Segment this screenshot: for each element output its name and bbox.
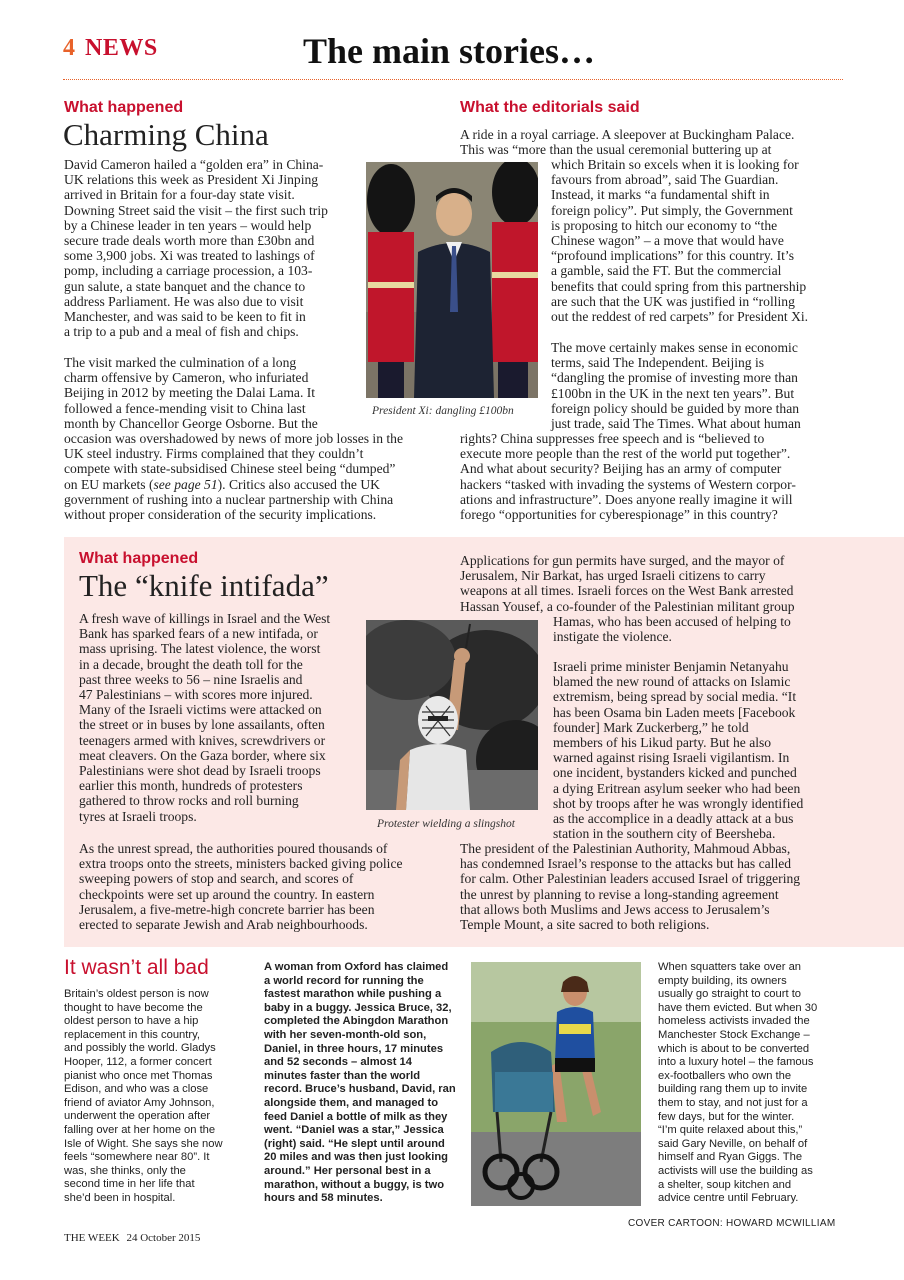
- text-line: activists will use the building as: [658, 1164, 813, 1177]
- text-line: meat cleavers. On the Gaza border, where six: [79, 747, 326, 763]
- text-line: rights? China suppresses free speech and is “believed to: [460, 431, 765, 446]
- text-line: as the accomplice in a deadly attack at a bus: [553, 811, 794, 827]
- text-line: Hooper, 112, a former concert: [64, 1055, 212, 1068]
- text-line: Palestinians were shot dead by Israeli troops: [79, 763, 321, 779]
- text-line: Instead, it marks “a fundamental shift in: [551, 187, 770, 203]
- text-line: arrived in Britain for a four-day state visit.: [64, 187, 295, 203]
- page-title: The main stories…: [303, 31, 595, 71]
- bottom-col1: [64, 988, 254, 1206]
- text-line: one incident, bystanders kicked and punched: [553, 765, 797, 781]
- text-line: and possibly the world. Gladys: [64, 1042, 216, 1055]
- runner-photo-image: [471, 962, 641, 1206]
- text-line: And what about security? Beijing has an army of computer: [460, 461, 782, 477]
- text-line: members of his Likud party. But he also: [553, 735, 772, 751]
- text-line: a shelter, soup kitchen and: [658, 1178, 792, 1191]
- text-line: with her seven-month-old son,: [264, 1028, 427, 1041]
- text-line: have them evicted. But when 30: [658, 1001, 818, 1014]
- editorials-top: [460, 127, 850, 157]
- story2-right-top: [460, 553, 860, 614]
- text-line: just trade, said The Times. What about human: [551, 416, 801, 432]
- text-line: execute more people than the rest of the world put together”.: [460, 446, 791, 462]
- text-line: foreign policy should be guided by more than: [551, 400, 800, 416]
- text-line: The move certainly makes sense in economic: [551, 340, 798, 355]
- text-line: Hamas, who has been accused of helping to: [553, 614, 791, 629]
- text-line: which Britain so excels when it is looking for: [551, 157, 799, 172]
- text-line: The president of the Palestinian Authority, Mahmoud Abbas,: [460, 841, 791, 856]
- editorials-wide: [460, 431, 850, 522]
- text-line: Many of the Israeli victims were attacked on: [79, 702, 322, 718]
- text-line: “dangling the promise of investing more than: [551, 370, 798, 386]
- text-line: was, she thinks, only the: [64, 1164, 186, 1177]
- text-line: said Gary Neville, on behalf of: [658, 1137, 808, 1150]
- editorials-narrow2: [551, 340, 851, 431]
- text-line: Chinese wagon” – a move that would have: [551, 233, 784, 249]
- text-line: around.” Her personal best in a: [264, 1164, 431, 1177]
- text-line: empty building, its owners: [658, 974, 787, 987]
- text-line: benefits that could spring from this partnership: [551, 278, 807, 294]
- protester-photo-image: [366, 620, 538, 810]
- text-line: a world record for running the: [264, 974, 424, 987]
- text-line: 47 Palestinians – with scores more injured.: [79, 687, 313, 703]
- bottom-col4: [658, 961, 848, 1206]
- story1-kicker: What happened: [64, 99, 184, 116]
- protester-photo: [366, 620, 538, 810]
- text-line: This was “more than the usual ceremonial buttering up at: [460, 142, 772, 158]
- text-line: extremism, being spread by social media. “It: [553, 689, 797, 705]
- text-line: Hassan Yousef, a co-founder of the Palestinian militant group: [460, 598, 795, 614]
- text-line: replacement in this country,: [64, 1028, 200, 1041]
- text-line: UK relations this week as President Xi Jinping: [64, 172, 319, 188]
- text-line: David Cameron hailed a “golden era” in China-: [64, 157, 324, 172]
- text-line: weapons at all times. Israeli forces on the West Bank arrested: [460, 583, 794, 599]
- page-header: [63, 30, 843, 80]
- story2-para1: [79, 611, 369, 824]
- text-line: fastest marathon while pushing a: [264, 988, 442, 1001]
- protester-photo-caption: Protester wielding a slingshot: [377, 818, 515, 830]
- text-line: falling over at her home on the: [64, 1123, 216, 1136]
- text-line: went. “Daniel was a star,” Jessica: [264, 1124, 444, 1137]
- text-line: that allows both Muslims and Jews access to Jerusalem’s: [460, 901, 770, 917]
- text-line: shot by troops after he was wrongly identified: [553, 795, 804, 811]
- text-line: she’d been in hospital.: [64, 1191, 176, 1204]
- text-line: completed the Abingdon Marathon: [264, 1015, 449, 1028]
- text-line: usually go straight to court to: [658, 988, 802, 1001]
- xi-photo-caption: President Xi: dangling £100bn: [372, 405, 514, 417]
- text-line: gun salute, a state banquet and the chance to: [64, 278, 306, 294]
- text-line: into a luxury hotel – the famous: [658, 1056, 814, 1069]
- text-line: charm offensive by Cameron, who infuriated: [64, 370, 309, 386]
- text-line: feels “somewhere near 80”. It: [64, 1151, 210, 1164]
- text-line: by a Chinese leader in ten years – would help: [64, 217, 312, 233]
- text-line: the unrest by planning to revise a long-standing agreement: [460, 886, 779, 902]
- text-line: feed Daniel a bottle of milk as they: [264, 1110, 448, 1123]
- text-line: minutes faster than the world: [264, 1069, 421, 1082]
- text-line: Jerusalem, a five-metre-high concrete barrier has been: [79, 901, 375, 917]
- cover-credit: COVER CARTOON: HOWARD MCWILLIAM: [628, 1218, 836, 1229]
- text-line: forego “opportunities for cyberespionage” in this country?: [460, 507, 778, 523]
- text-line: thought to have become the: [64, 1001, 203, 1014]
- text-line: occasion was overshadowed by news of more job losses in the: [64, 431, 404, 447]
- text-line: a dying Eritrean asylum seeker who had been: [553, 780, 801, 796]
- text-line: them to stay, and not just for a: [658, 1096, 808, 1109]
- text-line: and 52 seconds – almost 14: [264, 1056, 412, 1069]
- text-line: A fresh wave of killings in Israel and the West: [79, 611, 331, 626]
- text-line: tyres at Israeli troops.: [79, 808, 197, 824]
- text-line: Manchester Stock Exchange –: [658, 1028, 810, 1041]
- text-line: Bank has sparked fears of a new intifada, or: [79, 626, 318, 642]
- text-line: favours from abroad”, said The Guardian.: [551, 172, 779, 188]
- text-line: Downing Street said the visit – the first such trip: [64, 202, 328, 218]
- text-line: himself and Ryan Giggs. The: [658, 1151, 803, 1164]
- text-run: ). Critics also accused the UK: [217, 476, 380, 492]
- text-line: Isle of Wight. She says she now: [64, 1137, 223, 1150]
- text-line: ex-footballers who own the: [658, 1069, 792, 1082]
- text-line: founder] Mark Zuckerberg,” he told: [553, 719, 749, 735]
- text-line: homeless activists invaded the: [658, 1015, 810, 1028]
- text-line: station in the southern city of Beersheba.: [553, 826, 776, 842]
- text-line: erected to separate Jewish and Arab neighbourhoods.: [79, 917, 368, 933]
- text-line: Jerusalem, Nir Barkat, has urged Israeli citizens to carry: [460, 568, 766, 584]
- text-line: UK steel industry. Firms complained that they couldn’t: [64, 446, 364, 462]
- text-line: are such that the UK was justified in “rolling: [551, 293, 795, 309]
- text-line: A woman from Oxford has claimed: [264, 961, 449, 973]
- text-line: compete with state-subsidised Chinese steel being “dumped”: [64, 461, 396, 477]
- text-line: terms, said The Independent. Beijing is: [551, 355, 765, 371]
- text-line: pianist who once met Thomas: [64, 1069, 213, 1082]
- text-line: Britain’s oldest person is now: [64, 988, 209, 1000]
- text-line: When squatters take over an: [658, 961, 802, 973]
- text-line: earlier this month, hundreds of protesters: [79, 778, 303, 794]
- text-line: (right) said. “He slept until around: [264, 1137, 445, 1150]
- text-line: gathered to throw rocks and roll burning: [79, 793, 299, 809]
- text-line: The visit marked the culmination of a long: [64, 355, 297, 370]
- text-line: [64, 477, 444, 492]
- text-line: “I’m quite relaxed about this,”: [658, 1124, 803, 1137]
- text-line: sweeping powers of stop and search, and scores of: [79, 871, 354, 887]
- text-line: month by Chancellor George Osborne. But the: [64, 415, 318, 431]
- text-line: ations and infrastructure”. Does anyone really imagine it will: [460, 491, 793, 507]
- story2-right-narrow1: [553, 614, 853, 644]
- text-line: mass uprising. The latest violence, the worst: [79, 641, 321, 657]
- footer-publication: THE WEEK: [64, 1232, 120, 1244]
- text-line: Applications for gun permits have surged, and the mayor of: [460, 553, 785, 568]
- text-line: underwent the operation after: [64, 1110, 211, 1123]
- text-line: Israeli prime minister Benjamin Netanyahu: [553, 659, 789, 674]
- text-line: hackers “tasked with invading the systems of Western corpor-: [460, 476, 796, 492]
- text-line: Edison, and who was a close: [64, 1083, 209, 1096]
- text-line: foreign policy”. Put simply, the Government: [551, 202, 793, 218]
- page-reference: see page 51: [153, 476, 218, 492]
- text-line: As the unrest spread, the authorities poured thousands of: [79, 841, 388, 856]
- text-line: in a decade, brought the death toll for the: [79, 656, 303, 672]
- text-line: “profound implications” for this country. It’s: [551, 248, 795, 264]
- text-line: building rang them up to invite: [658, 1083, 808, 1096]
- bottom-col2: [264, 961, 469, 1206]
- text-line: 20 miles and was then just looking: [264, 1151, 449, 1164]
- text-line: which is about to be converted: [658, 1042, 810, 1055]
- section-label: NEWS: [85, 35, 158, 61]
- story1-para1: [64, 157, 364, 339]
- story2-right-narrow2: [553, 659, 853, 841]
- story1-headline: Charming China: [63, 117, 269, 152]
- text-line: secure trade deals worth more than £30bn and: [64, 233, 315, 249]
- text-line: warned against rising Israeli vigilantism. In: [553, 750, 790, 766]
- text-line: baby in a buggy. Jessica Bruce, 32,: [264, 1001, 452, 1014]
- xi-photo: [366, 162, 538, 398]
- text-line: oldest person to have a hip: [64, 1015, 199, 1028]
- text-line: a gamble, said the FT. But the commercial: [551, 263, 782, 279]
- text-line: without proper consideration of the security implications.: [64, 507, 377, 523]
- text-line: friend of aviator Amy Johnson,: [64, 1096, 215, 1109]
- text-line: the street or in buses by lone assailants, often: [79, 717, 325, 733]
- text-line: hours and 58 minutes.: [264, 1192, 383, 1205]
- text-line: second time in her life that: [64, 1178, 195, 1191]
- text-line: Beijing in 2012 by meeting the Dalai Lama. It: [64, 385, 316, 401]
- text-line: £100bn in the UK in the next ten years”. But: [551, 385, 795, 401]
- editorials-narrow1: [551, 157, 851, 324]
- text-line: marathon, without a buggy, is two: [264, 1178, 445, 1191]
- story2-headline: The “knife intifada”: [79, 568, 329, 603]
- text-line: for calm. Other Palestinian leaders accused Israel of triggering: [460, 871, 801, 887]
- footer: [64, 1232, 200, 1244]
- bottom-heading: It wasn’t all bad: [64, 956, 209, 979]
- text-line: government of rushing into a nuclear partnership with China: [64, 491, 394, 507]
- xi-photo-image: [366, 162, 538, 398]
- text-line: Temple Mount, a site sacred to both religions.: [460, 917, 710, 933]
- text-line: extra troops onto the streets, ministers backed giving police: [79, 856, 403, 872]
- text-line: pomp, including a carriage procession, a 103-: [64, 263, 313, 279]
- text-line: alongside them, and managed to: [264, 1096, 439, 1109]
- text-line: A ride in a royal carriage. A sleepover at Buckingham Palace.: [460, 127, 795, 142]
- text-line: has been Osama bin Laden meets [Facebook: [553, 704, 796, 720]
- text-line: followed a fence-mending visit to China last: [64, 400, 306, 416]
- text-line: a trip to a pub and a meal of fish and chips.: [64, 324, 299, 340]
- text-run: on EU markets (: [64, 476, 154, 492]
- text-line: teenagers armed with knives, screwdrivers or: [79, 732, 326, 748]
- text-line: some 3,900 jobs. Xi was treated to lashings of: [64, 248, 315, 264]
- text-line: Daniel, in three hours, 17 minutes: [264, 1042, 444, 1055]
- story2-para2: [79, 841, 449, 932]
- text-line: blamed the new round of attacks on Islamic: [553, 674, 791, 690]
- text-line: instigate the violence.: [553, 629, 672, 645]
- text-line: address Parliament. He was also due to visit: [64, 293, 304, 309]
- editorials-kicker: What the editorials said: [460, 99, 640, 116]
- story2-kicker: What happened: [79, 550, 199, 567]
- page-number: 4: [63, 35, 75, 61]
- text-line: checkpoints were set up around the country. In eastern: [79, 886, 375, 902]
- text-line: is proposing to hitch our economy to “the: [551, 217, 778, 233]
- text-line: Manchester, and was said to be keen to fit in: [64, 309, 306, 325]
- runner-photo: [471, 962, 641, 1206]
- text-line: past three weeks to 56 – nine Israelis and: [79, 671, 303, 687]
- text-line: has condemned Israel’s response to the attacks but has called: [460, 856, 792, 872]
- header-divider: [63, 79, 843, 80]
- text-line: record. Bruce’s husband, David, ran: [264, 1083, 456, 1096]
- footer-date: 24 October 2015: [126, 1232, 201, 1244]
- text-line: advice centre until February.: [658, 1192, 799, 1205]
- text-line: out the reddest of red carpets” for President Xi.: [551, 309, 809, 325]
- story2-right-wide: [460, 841, 870, 932]
- text-line: few days, but for the winter.: [658, 1110, 795, 1123]
